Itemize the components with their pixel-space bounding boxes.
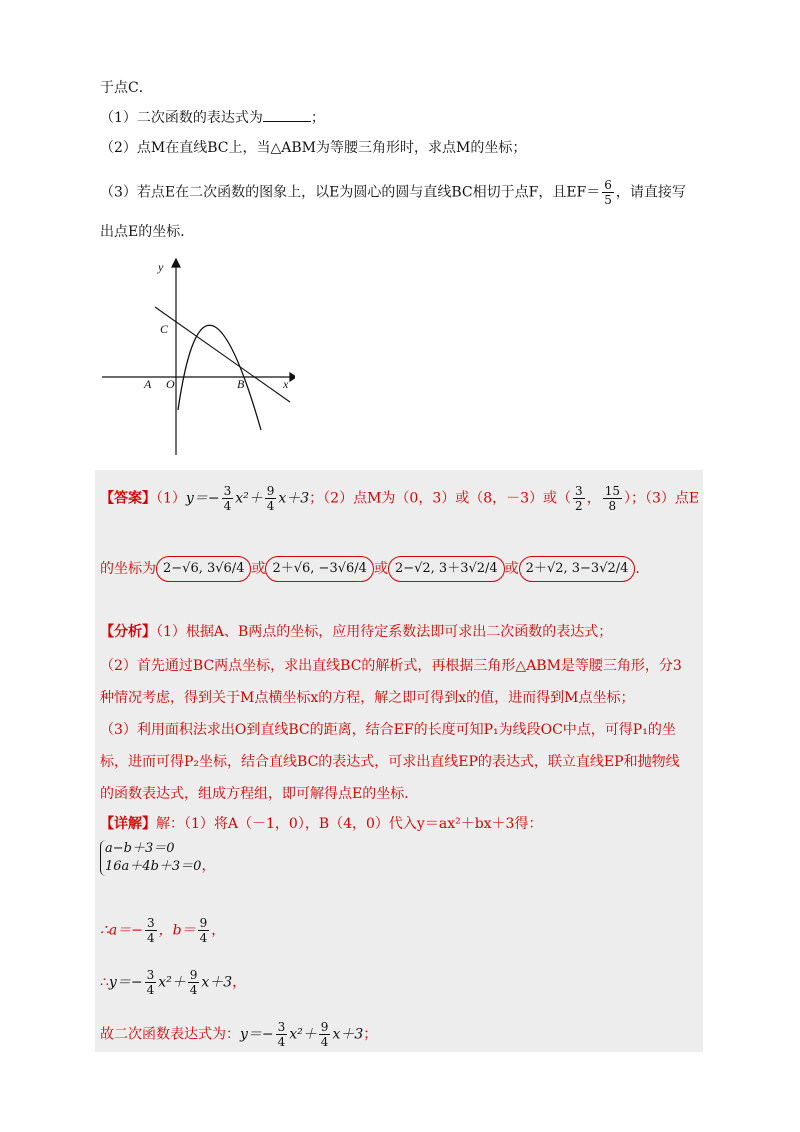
label-b: B — [237, 377, 245, 391]
answer-part-3: ）；（3）点E — [623, 490, 700, 507]
detail-text-1: 解：（1）将A（－1，0），B（4，0）代入y＝ax²＋bx＋3得： — [156, 816, 543, 832]
answer-coords-line — [100, 556, 649, 582]
final-x-term: x＋3 — [332, 1026, 364, 1043]
coord-1: 2−√6, 3√6/4 — [156, 556, 251, 582]
question-part-1 — [100, 108, 325, 128]
final-text: 故二次函数表达式为： — [100, 1026, 240, 1043]
or-2: 或 — [373, 561, 388, 577]
fraction-9-4-c: $\frac{9}{4}$ — [320, 1020, 329, 1049]
analysis-line-6: 的函数表达式，组成方程组，即可解得点E的坐标． — [100, 786, 419, 802]
label-c: C — [160, 322, 169, 336]
or-3: 或 — [504, 561, 519, 577]
question-part-3-tail: ，请直接写 — [615, 184, 686, 201]
analysis-line-2: （2）首先通过BC两点坐标，求出直线BC的解析式，再根据三角形△ABM是等腰三角形，分3 — [100, 658, 682, 674]
equation-1: a−b＋3＝0 — [105, 841, 175, 856]
line-bc — [155, 307, 290, 402]
label-a: A — [144, 377, 152, 391]
fraction-3-4-c: $\frac{3}{4}$ — [277, 1020, 286, 1049]
equation-end: ， — [201, 858, 216, 874]
answer-comma: ， — [586, 490, 601, 507]
label-o: O — [166, 377, 175, 391]
analysis-line-3: 种情况考虑，得到关于M点横坐标x的方程，解之即可得到x的值，进而得到M点坐标； — [100, 690, 635, 706]
question-part-2: （2）点M在直线BC上，当△ABM为等腰三角形时，求点M的坐标； — [100, 140, 527, 156]
question-part-3 — [100, 178, 686, 207]
detail-line-final — [100, 1020, 377, 1049]
analysis-line-4: （3）利用面积法求出O到直线BC的距离，结合EF的长度可知P₁为线段OC中点，可得P₁的坐 — [100, 722, 676, 738]
question-line-4: 出点E的坐标． — [100, 224, 195, 240]
equation-2: 16a＋4b＋3＝0 — [105, 859, 202, 874]
x-term: x＋3 — [201, 974, 233, 991]
fraction-a: $\frac{3}{4}$ — [146, 916, 155, 945]
fraction-3-2: $\frac{3}{2}$ — [575, 484, 583, 513]
parabola-curve — [178, 325, 261, 430]
question-line-0: 于点C． — [100, 80, 153, 96]
fraction-3-4: $\frac{3}{4}$ — [223, 484, 232, 513]
answer-coords-lead: 的坐标为 — [100, 561, 156, 577]
answer-tag: 【答案】 — [100, 490, 156, 507]
fraction-9-4-b: $\frac{9}{4}$ — [189, 968, 198, 997]
coord-3: 2−√2, 3＋3√2/4 — [388, 556, 505, 582]
a-value-label: ∴a＝− — [100, 922, 143, 939]
fraction-9-4: $\frac{9}{4}$ — [266, 484, 275, 513]
y-comma: ， — [232, 974, 247, 991]
answer-end: ． — [635, 561, 650, 577]
final-end: ； — [363, 1026, 378, 1043]
label-x: x — [283, 377, 289, 391]
question-part-3-text: （3）若点E在二次函数的图象上，以E为圆心的圆与直线BC相切于点F，且EF＝ — [100, 184, 601, 201]
parabola-figure — [100, 255, 295, 455]
label-y: y — [158, 260, 164, 274]
question-part-1-end: ； — [310, 110, 325, 126]
x2-term: x²＋ — [158, 974, 186, 991]
answer-part-1: （1） — [156, 490, 186, 507]
analysis-line-1 — [100, 622, 612, 642]
coord-4: 2＋√2, 3−3√2/4 — [519, 556, 636, 582]
analysis-text-1: （1）根据A、B两点的坐标，应用待定系数法即可求出二次函数的表达式； — [156, 624, 613, 640]
analysis-line-5: 标，进而可得P₂坐标，结合直线BC的表达式，可求出直线EP的表达式，联立直线EP和抛物线 — [100, 754, 680, 770]
fraction-b: $\frac{9}{4}$ — [199, 916, 208, 945]
answer-x-plus-3: x＋3 — [278, 490, 310, 507]
x-axis-arrow — [290, 373, 295, 381]
answer-x2: x²＋ — [235, 490, 263, 507]
question-part-1-text: （1）二次函数的表达式为 — [100, 110, 263, 126]
coord-2: 2＋√6, −3√6/4 — [265, 556, 373, 582]
fraction-3-4-b: $\frac{3}{4}$ — [146, 968, 155, 997]
detail-line-y — [100, 968, 246, 997]
final-x2: x²＋ — [289, 1026, 317, 1043]
answer-line-1 — [100, 484, 699, 513]
equation-system — [100, 840, 215, 876]
detail-line-ab — [100, 916, 225, 945]
answer-y-eq: y＝− — [185, 490, 220, 507]
equation-brace — [100, 840, 201, 876]
analysis-tag: 【分析】 — [100, 624, 156, 640]
y-axis-arrow — [172, 259, 180, 267]
y-eq: y＝− — [108, 974, 143, 991]
b-value-label: ，b＝ — [158, 922, 196, 939]
answer-blank — [263, 109, 311, 122]
ab-comma: ， — [211, 922, 226, 939]
detail-line-1 — [100, 814, 542, 834]
detail-tag: 【详解】 — [100, 816, 156, 832]
fraction-15-8: $\frac{15}{8}$ — [604, 484, 620, 513]
therefore-symbol: ∴ — [100, 974, 109, 991]
answer-part-2: ；（2）点M为（0，3）或（8，－3）或（ — [309, 490, 572, 507]
fraction-6-5: $\frac{6}{5}$ — [604, 178, 612, 207]
or-1: 或 — [251, 561, 266, 577]
final-y-eq: y＝− — [240, 1026, 274, 1043]
